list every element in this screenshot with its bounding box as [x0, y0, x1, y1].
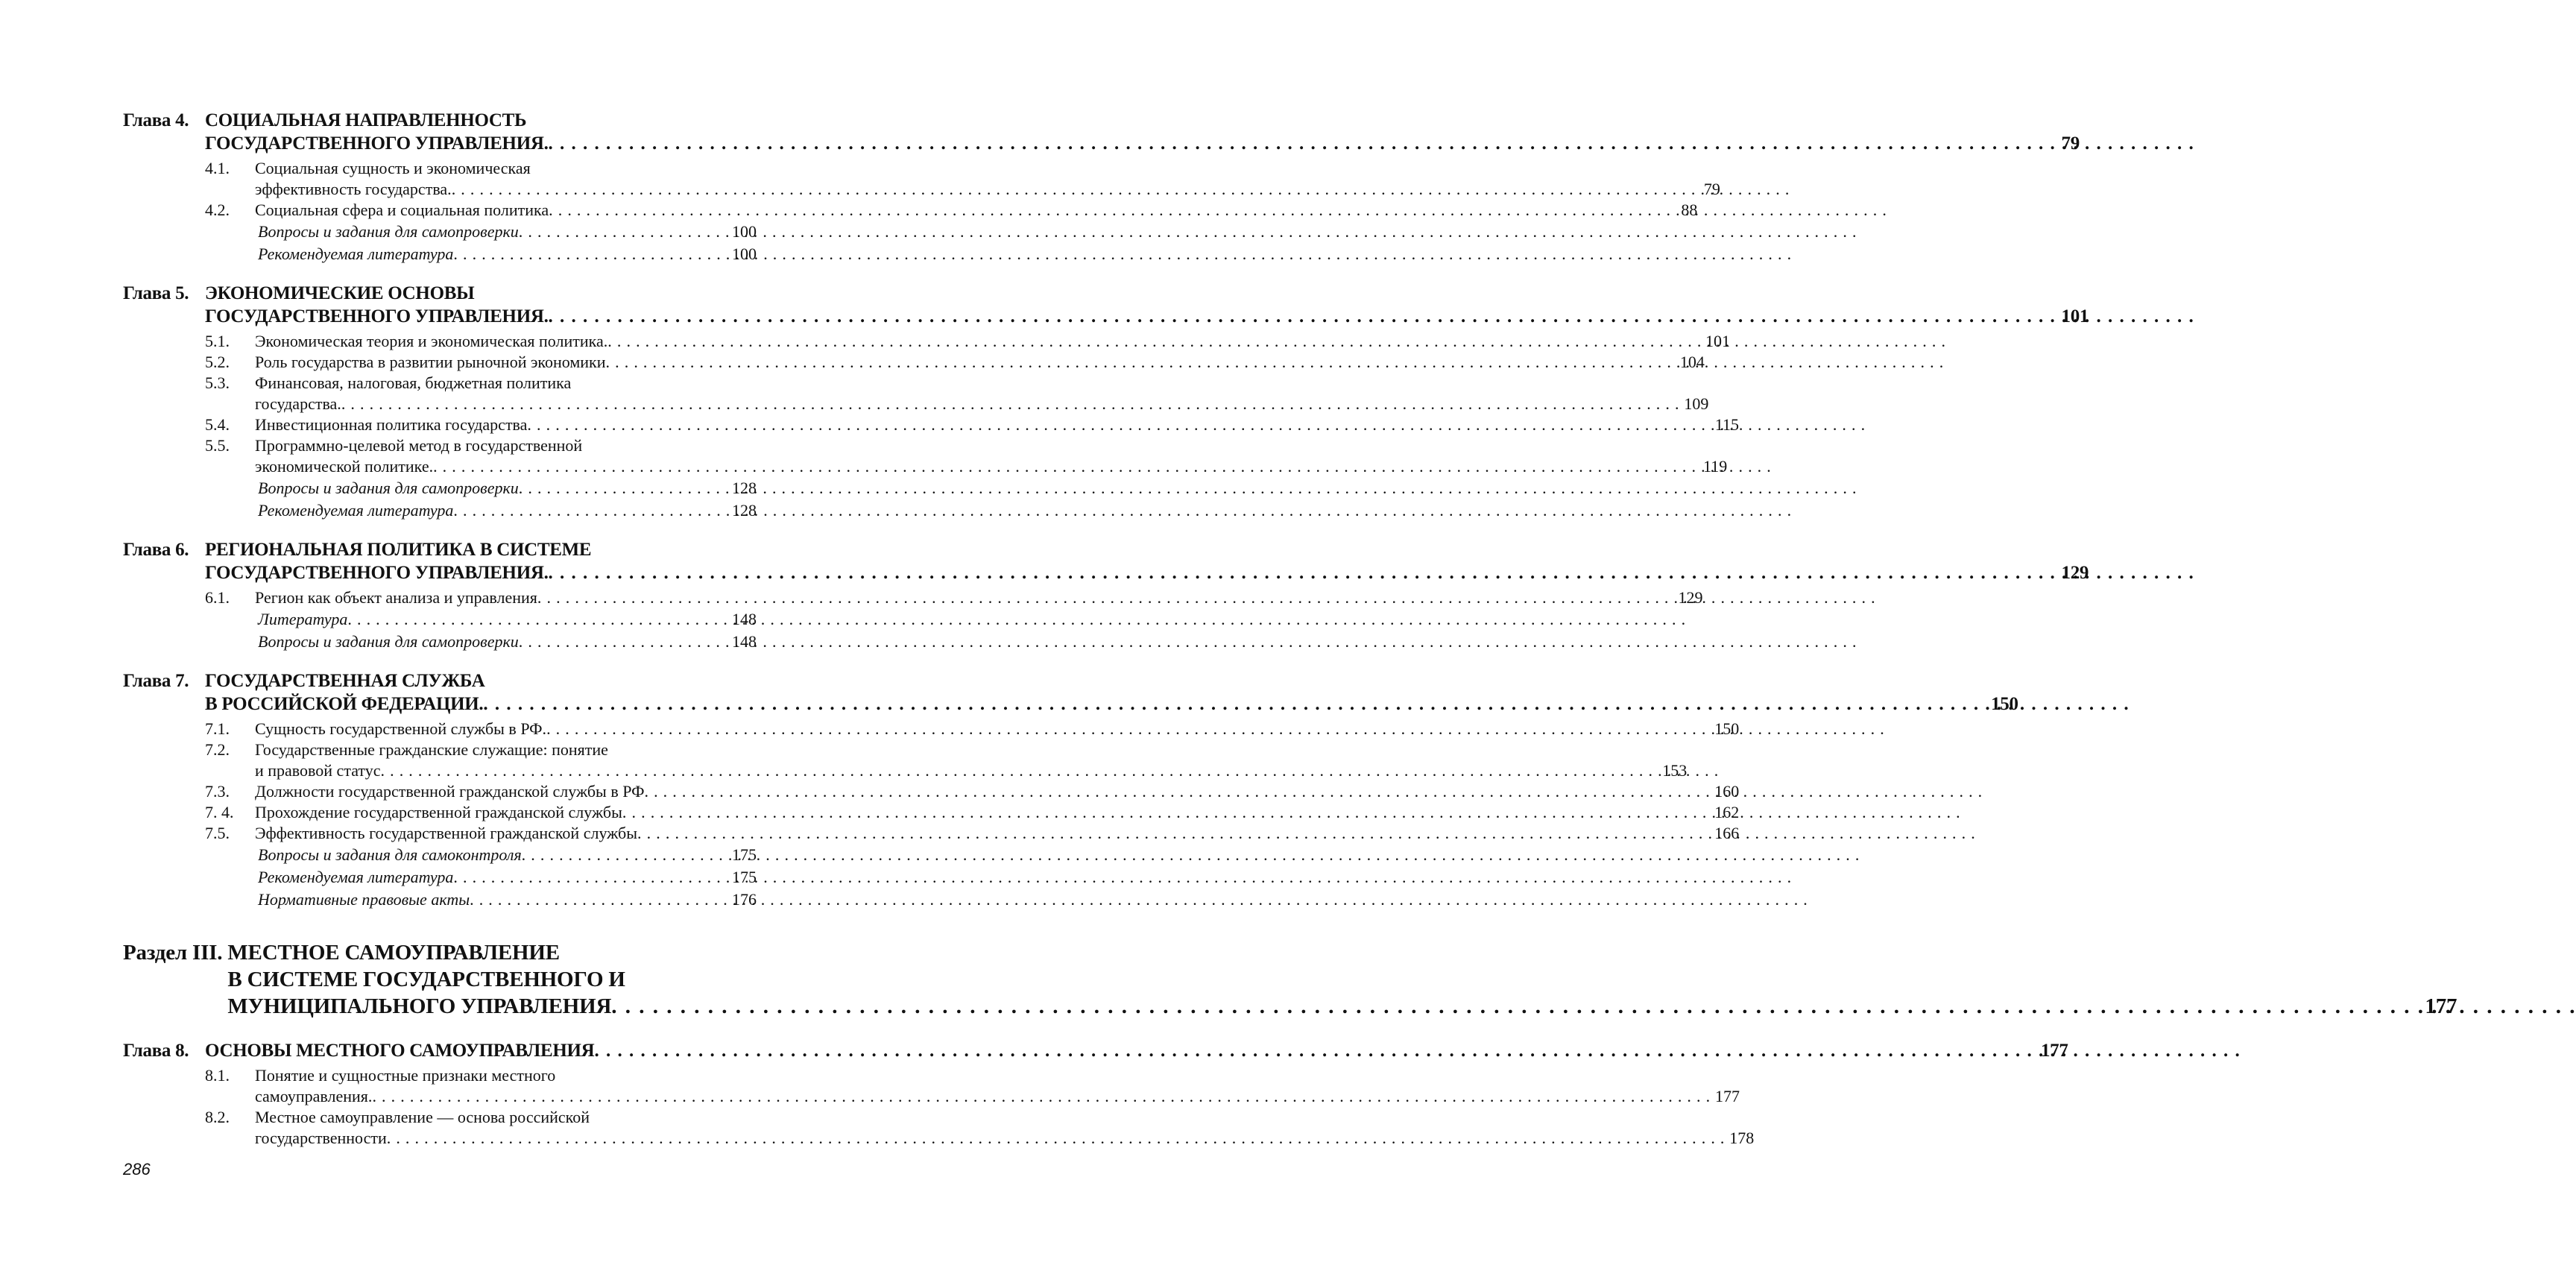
- section-entry: [205, 1065, 1740, 1107]
- toc-line: [255, 781, 1739, 802]
- section-row: [205, 1107, 1755, 1149]
- chapter-title: [205, 1039, 2068, 1062]
- extra-page: 175: [732, 868, 757, 886]
- chapter-heading: [123, 109, 2080, 155]
- extra-entry: [205, 631, 757, 653]
- toc-line: [255, 866, 757, 889]
- part-title: [227, 939, 2457, 1020]
- toc-line: [255, 760, 1687, 781]
- section-title: [255, 352, 1705, 373]
- section-number: 7.1.: [205, 719, 230, 738]
- leader-dots: [453, 499, 727, 522]
- chapter-title-line: РЕГИОНАЛЬНАЯ ПОЛИТИКА В СИСТЕМЕ: [205, 540, 592, 560]
- section-page: 104: [1679, 353, 1705, 371]
- leader-dots: [381, 760, 1658, 781]
- section-number: 7.5.: [205, 824, 230, 842]
- extra-page: 128: [732, 501, 757, 520]
- leader-dots: [549, 132, 2057, 155]
- chapter-page: 150: [1991, 694, 2018, 714]
- section-row: [205, 435, 1728, 477]
- section-title-line: Государственные гражданские служащие: понятие: [255, 740, 608, 759]
- section-entry: [205, 719, 1740, 739]
- toc-line: [255, 587, 1703, 608]
- section-page: 162: [1714, 803, 1740, 821]
- section-title: [255, 802, 1739, 823]
- leader-dots: [433, 456, 1699, 477]
- section-title-line: Местное самоуправление — основа российской: [255, 1108, 590, 1126]
- section-list: [205, 1065, 1755, 1149]
- section-page: 153: [1662, 761, 1688, 780]
- section-row: [205, 352, 1705, 373]
- leader-dots: [637, 823, 1710, 844]
- section-number: 8.2.: [205, 1108, 230, 1126]
- leader-dots: [522, 844, 727, 866]
- leader-dots: [644, 781, 1710, 802]
- toc-line: [255, 414, 1739, 435]
- part-title-line: В СИСТЕМЕ ГОСУДАРСТВЕННОГО И: [227, 968, 625, 991]
- extra-title: Вопросы и задания для самопроверки: [258, 479, 519, 497]
- toc-line: [255, 1086, 1740, 1107]
- chapter-page: 101: [2061, 306, 2089, 326]
- section-title-text: Сущность государственной службы в РФ.: [255, 719, 547, 738]
- chapter-entry: [123, 109, 2080, 265]
- toc-line: [255, 631, 757, 653]
- chapter-page: 79: [2061, 133, 2080, 154]
- part-title-last-line: [227, 993, 2457, 1020]
- section-row: [205, 414, 1740, 435]
- chapter-page: 129: [2061, 563, 2089, 583]
- leader-dots: [519, 221, 727, 243]
- chapter-title-text: ОСНОВЫ МЕСТНОГО САМОУПРАВЛЕНИЯ: [205, 1041, 595, 1061]
- chapters-group-a: [123, 109, 2089, 911]
- extra-page: 148: [732, 610, 757, 628]
- section-page: 119: [1703, 457, 1728, 476]
- section-title-line: Социальная сущность и экономическая: [255, 159, 531, 177]
- toc-line: [255, 608, 757, 631]
- leader-dots: [611, 993, 2420, 1020]
- leader-dots: [452, 179, 1699, 200]
- leader-dots: [546, 719, 1710, 739]
- section-title-text: эффективность государства.: [255, 180, 452, 198]
- section-row: [205, 158, 1720, 200]
- section-list: [205, 719, 1740, 911]
- chapters-group-b: [123, 1039, 2068, 1149]
- section-title-line: Финансовая, налоговая, бюджетная политика: [255, 373, 572, 392]
- section-page: 177: [1714, 1087, 1740, 1105]
- toc-line: [255, 456, 1727, 477]
- leader-dots: [537, 587, 1674, 608]
- section-entry: [205, 802, 1740, 823]
- toc-line: [205, 1039, 2068, 1062]
- section-number: 5.4.: [205, 415, 230, 434]
- extra-entry: [205, 866, 757, 889]
- section-row: [205, 823, 1740, 844]
- section-title: [255, 587, 1703, 608]
- section-page: 160: [1714, 782, 1740, 801]
- section-row: [205, 331, 1731, 352]
- leader-dots: [549, 561, 2057, 584]
- leader-dots: [622, 802, 1710, 823]
- section-title-text: Роль государства в развитии рыночной экономики: [255, 353, 606, 371]
- leader-dots: [594, 1039, 2036, 1062]
- section-title-text: экономической политике.: [255, 457, 434, 476]
- extra-entry: [205, 221, 757, 243]
- section-page: 88: [1681, 201, 1698, 219]
- chapter-title: [205, 538, 2089, 584]
- leader-dots: [519, 631, 727, 653]
- extra-entry: [205, 477, 757, 499]
- leader-dots: [549, 200, 1676, 221]
- section-number: 7. 4.: [205, 803, 234, 821]
- section-entry: [205, 435, 1728, 477]
- section-number: 7.3.: [205, 782, 230, 801]
- toc-line: [255, 499, 757, 522]
- chapter-title-line: СОЦИАЛЬНАЯ НАПРАВЛЕННОСТЬ: [205, 110, 527, 130]
- leader-dots: [527, 414, 1710, 435]
- section-entry: [205, 414, 1740, 435]
- section-title-text: Эффективность государственной гражданской службы: [255, 824, 638, 842]
- section-number: 4.2.: [205, 201, 230, 219]
- toc-line: [255, 243, 757, 265]
- section-title-text: Экономическая теория и экономическая политика.: [255, 332, 608, 350]
- leader-dots: [607, 331, 1701, 352]
- leader-dots: [347, 608, 727, 631]
- toc-line: [255, 179, 1720, 200]
- section-entry: [205, 200, 1698, 221]
- toc-line: [255, 889, 757, 911]
- section-number: 7.2.: [205, 740, 230, 759]
- section-title-text: Регион как объект анализа и управления: [255, 588, 537, 607]
- section-title-line: Понятие и сущностные признаки местного: [255, 1066, 556, 1085]
- section-title-text: государства.: [255, 394, 341, 413]
- section-entry: [205, 373, 1709, 414]
- chapter-title-text: В РОССИЙСКОЙ ФЕДЕРАЦИИ.: [205, 694, 484, 714]
- extra-title: Рекомендуемая литература: [258, 244, 454, 263]
- section-number: 5.5.: [205, 436, 230, 455]
- section-title-text: Инвестиционная политика государства: [255, 415, 528, 434]
- chapter-title-text: ГОСУДАРСТВЕННОГО УПРАВЛЕНИЯ.: [205, 563, 549, 583]
- section-page: 115: [1714, 415, 1740, 434]
- chapter-label: Глава 4.: [123, 110, 189, 130]
- leader-dots: [470, 889, 727, 911]
- part-page: 177: [2425, 994, 2457, 1018]
- chapter-title-line: ГОСУДАРСТВЕННАЯ СЛУЖБА: [205, 671, 485, 691]
- section-row: [205, 781, 1740, 802]
- section-title-text: Прохождение государственной гражданской службы: [255, 803, 622, 821]
- toc-line: [255, 200, 1697, 221]
- toc-line: [205, 132, 2080, 155]
- section-row: [205, 373, 1709, 414]
- section-entry: [205, 352, 1705, 373]
- extra-page: 128: [732, 479, 757, 497]
- section-number: 5.2.: [205, 353, 230, 371]
- page-number: 286: [123, 1160, 151, 1179]
- extra-page: 100: [732, 222, 757, 241]
- leader-dots: [483, 692, 1986, 716]
- extra-title: Рекомендуемая литература: [258, 868, 454, 886]
- chapter-label: Глава 7.: [123, 671, 189, 691]
- section-title: [255, 719, 1739, 739]
- chapter-heading: [123, 1039, 2068, 1062]
- section-title: [255, 1065, 1740, 1107]
- section-page: 101: [1705, 332, 1731, 350]
- section-title: [255, 739, 1687, 781]
- section-list: [205, 158, 1720, 265]
- leader-dots: [453, 243, 727, 265]
- leader-dots: [606, 352, 1676, 373]
- chapter-title-line: ЭКОНОМИЧЕСКИЕ ОСНОВЫ: [205, 283, 475, 303]
- section-number: 5.3.: [205, 373, 230, 392]
- leader-dots: [341, 394, 1680, 414]
- section-title-text: государственности: [255, 1129, 387, 1147]
- chapter-heading: [123, 282, 2089, 328]
- part-label: Раздел III.: [123, 941, 228, 965]
- section-title: [255, 1107, 1754, 1149]
- chapter-label: Глава 5.: [123, 283, 189, 303]
- section-title: [255, 158, 1720, 200]
- section-entry: [205, 1107, 1755, 1149]
- chapter-entry: [123, 1039, 2068, 1149]
- extra-entry: [205, 889, 757, 911]
- section-title: [255, 435, 1727, 477]
- chapter-entry: [123, 669, 2018, 911]
- extra-title: Нормативные правовые акты: [258, 890, 470, 909]
- extra-title: Вопросы и задания для самопроверки: [258, 632, 519, 651]
- part-title-line: МЕСТНОЕ САМОУПРАВЛЕНИЕ: [227, 941, 560, 965]
- toc-line: [255, 477, 757, 499]
- section-entry: [205, 158, 1720, 200]
- leader-dots: [387, 1128, 1726, 1149]
- section-title-text: и правовой статус: [255, 761, 381, 780]
- section-page: 129: [1678, 588, 1703, 607]
- extra-page: 175: [732, 845, 757, 864]
- extra-entry: [205, 499, 757, 522]
- toc-line: [255, 394, 1708, 414]
- leader-dots: [372, 1086, 1711, 1107]
- part-title-text: МУНИЦИПАЛЬНОГО УПРАВЛЕНИЯ: [227, 994, 612, 1018]
- section-title: [255, 200, 1697, 221]
- section-title-text: самоуправления.: [255, 1087, 373, 1105]
- section-row: [205, 200, 1698, 221]
- section-number: 8.1.: [205, 1066, 230, 1085]
- toc-line: [255, 331, 1730, 352]
- toc-line: [255, 1128, 1754, 1149]
- section-title: [255, 331, 1730, 352]
- chapter-title: [205, 282, 2089, 328]
- chapter-entry: [123, 282, 2089, 522]
- extra-entry: [205, 844, 757, 866]
- chapter-heading: [123, 669, 2018, 716]
- section-page: 150: [1714, 719, 1740, 738]
- section-entry: [205, 331, 1731, 352]
- toc-line: [205, 561, 2089, 584]
- chapter-heading: [123, 538, 2089, 584]
- section-entry: [205, 781, 1740, 802]
- section-number: 5.1.: [205, 332, 230, 350]
- section-title-line: Программно-целевой метод в государственной: [255, 436, 583, 455]
- part-heading: [123, 939, 2457, 1020]
- chapter-title-text: ГОСУДАРСТВЕННОГО УПРАВЛЕНИЯ.: [205, 133, 549, 154]
- extra-entry: [205, 243, 757, 265]
- chapter-label: Глава 6.: [123, 540, 189, 560]
- chapter-title-text: ГОСУДАРСТВЕННОГО УПРАВЛЕНИЯ.: [205, 306, 549, 326]
- section-row: [205, 719, 1740, 739]
- section-list: [205, 331, 1740, 522]
- section-number: 4.1.: [205, 159, 230, 177]
- section-row: [205, 739, 1688, 781]
- toc-line: [255, 802, 1739, 823]
- toc-line: [255, 823, 1739, 844]
- leader-dots: [549, 305, 2057, 328]
- toc-line: [205, 305, 2089, 328]
- section-page: 79: [1703, 180, 1720, 198]
- toc-line: [255, 221, 757, 243]
- extra-title: Вопросы и задания для самоконтроля: [258, 845, 522, 864]
- toc-line: [205, 692, 2018, 716]
- section-page: 109: [1684, 394, 1709, 413]
- chapter-title: [205, 669, 2018, 716]
- toc-line: [255, 352, 1705, 373]
- section-title-text: Социальная сфера и социальная политика: [255, 201, 549, 219]
- extra-title: Рекомендуемая литература: [258, 501, 454, 520]
- section-entry: [205, 823, 1740, 844]
- section-page: 178: [1729, 1129, 1755, 1147]
- section-page: 166: [1714, 824, 1740, 842]
- extra-title: Литература: [258, 610, 348, 628]
- section-title: [255, 373, 1708, 414]
- section-entry: [205, 739, 1688, 781]
- chapter-title: [205, 109, 2080, 155]
- section-entry: [205, 587, 1703, 608]
- section-title-text: Должности государственной гражданской службы в РФ: [255, 782, 645, 801]
- section-number: 6.1.: [205, 588, 230, 607]
- section-row: [205, 587, 1703, 608]
- section-title: [255, 781, 1739, 802]
- section-row: [205, 1065, 1740, 1107]
- section-title: [255, 414, 1739, 435]
- chapter-page: 177: [2040, 1041, 2068, 1061]
- chapter-label: Глава 8.: [123, 1041, 189, 1061]
- table-of-contents: [123, 109, 2457, 1149]
- extra-page: 148: [732, 632, 757, 651]
- leader-dots: [519, 477, 727, 499]
- section-list: [205, 587, 1703, 653]
- extra-title: Вопросы и задания для самопроверки: [258, 222, 519, 241]
- extra-page: 100: [732, 244, 757, 263]
- chapter-entry: [123, 538, 2089, 653]
- toc-line: [255, 719, 1739, 739]
- leader-dots: [453, 866, 727, 889]
- section-title: [255, 823, 1739, 844]
- extra-page: 176: [732, 890, 757, 909]
- toc-line: [255, 844, 757, 866]
- extra-entry: [205, 608, 757, 631]
- section-row: [205, 802, 1740, 823]
